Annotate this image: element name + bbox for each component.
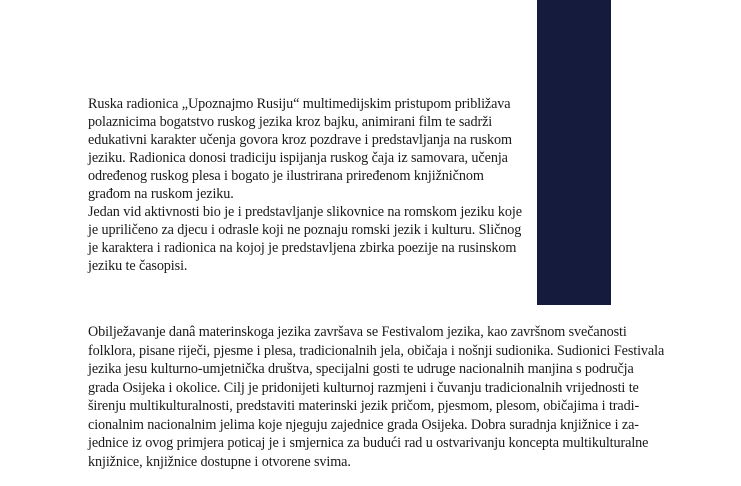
- text-line: Ruska radionica „Upoznajmo Rusiju“ multimedijskim pristupom približava: [88, 96, 511, 112]
- decorative-side-bar: [537, 0, 611, 305]
- text-line: polaznicima bogatstvo ruskog jezika kroz bajku, animirani film te sadrži: [88, 114, 493, 130]
- text-line: knjižnice, knjižnice dostupne i otvorene svima.: [88, 453, 351, 470]
- text-line: određenog ruskog plesa i bogato je ilustrirana priređenom knjižničnom: [88, 168, 484, 184]
- text-line: širenju multikulturalnosti, predstaviti materinski jezik pričom, pjesmom, plesom, običajima i tradi-: [88, 398, 640, 414]
- text-line: je karaktera i radionica na kojoj je predstavljena zbirka poezije na rusinskom: [88, 240, 517, 256]
- text-line: jezika jesu kulturno-umjetnička društva, specijalni gosti te udruge nacionalnih manjina s područja: [88, 361, 634, 377]
- text-line: je upriličeno za djecu i odrasle koji ne poznaju romski jezik i kulturu. Sličnog: [88, 222, 522, 238]
- text-line: cionalnim nacionalnim jelima koje njeguju zajednice grada Osijeka. Dobra suradnja knjižnice i za-: [88, 416, 639, 433]
- text-line: jeziku. Radionica donosi tradiciju ispijanja ruskog čaja iz samovara, učenja: [88, 150, 508, 166]
- text-line: Jedan vid aktivnosti bio je i predstavljanje slikovnice na romskom jeziku koje: [88, 204, 522, 220]
- text-line: edukativni karakter učenja govora kroz pozdrave i predstavljanja na ruskom: [88, 132, 512, 148]
- text-line: Obilježavanje danâ materinskoga jezika završava se Festivalom jezika, kao završnom svečanosti: [88, 324, 627, 340]
- paragraph-language-festival: [88, 323, 708, 471]
- text-line: grada Osijeka i okolice. Cilj je pridonijeti kulturnoj razmjeni i čuvanju tradicionalnih vrijednosti te: [88, 379, 639, 396]
- text-line: građom na ruskom jeziku.: [88, 186, 234, 202]
- text-line: jednice iz ovog primjera poticaj je i smjernica za budući rad u ostvarivanju koncepta multikulturalne: [88, 435, 649, 451]
- paragraph-russian-workshop: [88, 95, 532, 275]
- text-line: folklora, pisane riječi, pjesme i plesa, tradicionalnih jela, običaja i nošnji sudionika. Sudionici Festivala: [88, 342, 665, 359]
- text-line: jeziku te časopisi.: [88, 258, 188, 274]
